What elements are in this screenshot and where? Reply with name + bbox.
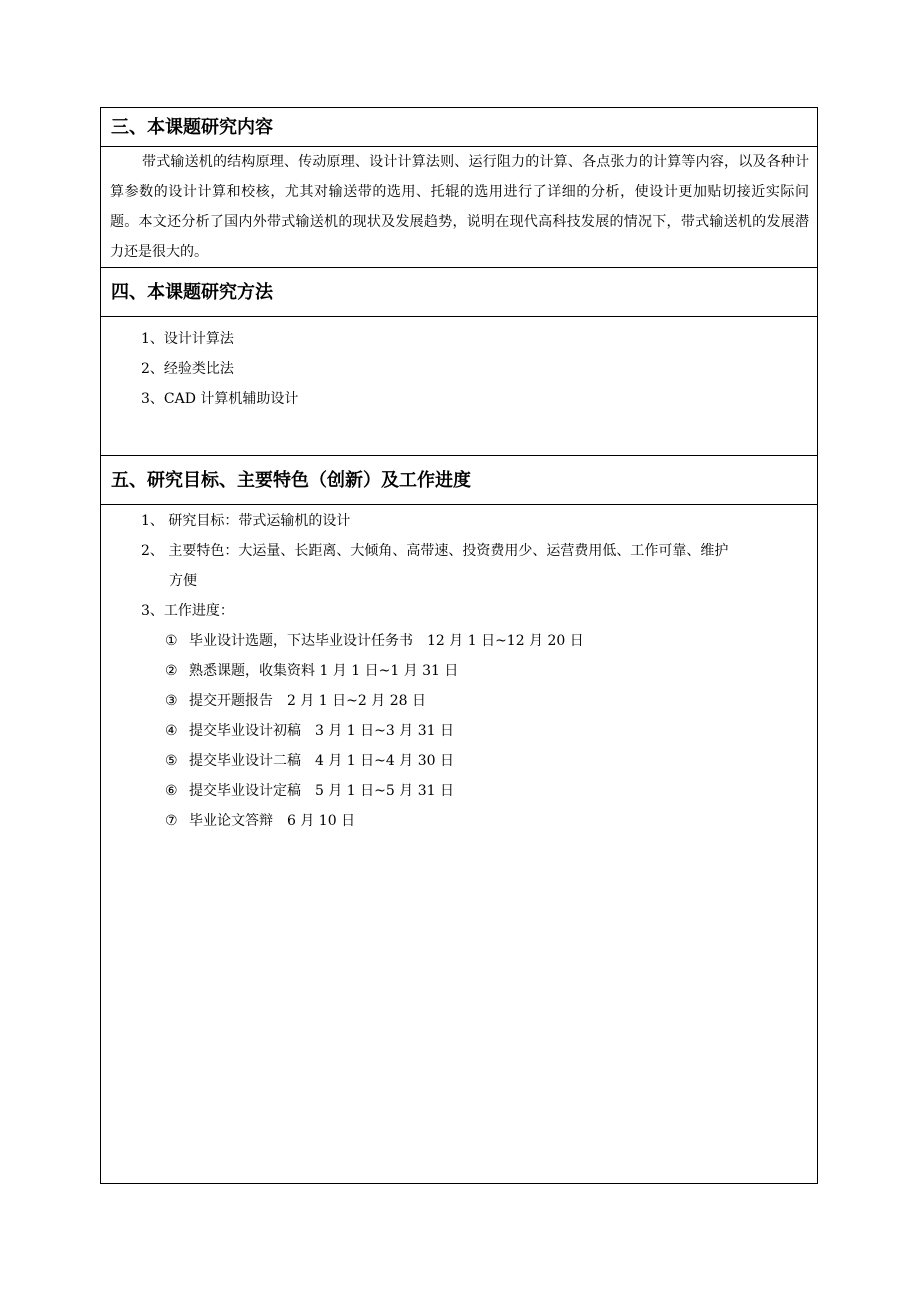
section3-body <box>101 146 817 267</box>
section5-header <box>101 455 817 504</box>
schedule-mark: ③ <box>165 693 178 709</box>
method-item: 1、设计计算法 <box>141 331 234 347</box>
schedule-mark: ⑤ <box>165 753 178 769</box>
schedule-mark: ⑦ <box>165 813 178 829</box>
schedule-mark: ④ <box>165 723 178 739</box>
schedule-item: 提交毕业设计二稿 4 月 1 日~4 月 30 日 <box>189 753 454 769</box>
section4-body <box>101 316 817 455</box>
schedule-item: 毕业设计选题，下达毕业设计任务书 12 月 1 日~12 月 20 日 <box>189 633 584 649</box>
section4-heading: 四、本课题研究方法 <box>111 282 273 303</box>
section3-heading: 三、本课题研究内容 <box>111 117 273 138</box>
features-line: 2、 主要特色：大运量、长距离、大倾角、高带速、投资费用少、运营费用低、工作可靠、维护 <box>141 543 729 559</box>
schedule-mark: ② <box>165 663 178 679</box>
schedule-mark: ⑥ <box>165 783 178 799</box>
section3-header <box>101 108 817 146</box>
schedule-item: 熟悉课题，收集资料 1 月 1 日~1 月 31 日 <box>189 663 459 679</box>
schedule-mark: ① <box>165 633 178 649</box>
schedule-item: 毕业论文答辩 6 月 10 日 <box>189 813 356 829</box>
features-line-continued: 方便 <box>169 573 197 589</box>
section5-body <box>101 504 817 1183</box>
progress-label: 3、工作进度： <box>141 603 234 619</box>
schedule-item: 提交毕业设计初稿 3 月 1 日~3 月 31 日 <box>189 723 454 739</box>
schedule-item: 提交毕业设计定稿 5 月 1 日~5 月 31 日 <box>189 783 454 799</box>
section3-paragraph: 带式输送机的结构原理、传动原理、设计计算法则、运行阻力的计算、各点张力的计算等内容，以及各种计算参数的设计计算和校核，尤其对输送带的选用、托辊的选用进行了详细的分析，使设计更加贴切接近实际问题。本文还分析了国内外带式输送机的现状及发展趋势，说明在现代高科技发展的情况下，带式输送机的发展潜力还是很大的。 <box>110 154 809 260</box>
proposal-form-table <box>100 107 818 1184</box>
section5-heading: 五、研究目标、主要特色（创新）及工作进度 <box>111 470 471 491</box>
schedule-item: 提交开题报告 2 月 1 日~2 月 28 日 <box>189 693 426 709</box>
goal-line: 1、 研究目标：带式运输机的设计 <box>141 513 351 529</box>
method-item: 2、经验类比法 <box>141 361 234 377</box>
method-item: 3、CAD 计算机辅助设计 <box>141 391 299 407</box>
section4-header <box>101 267 817 316</box>
